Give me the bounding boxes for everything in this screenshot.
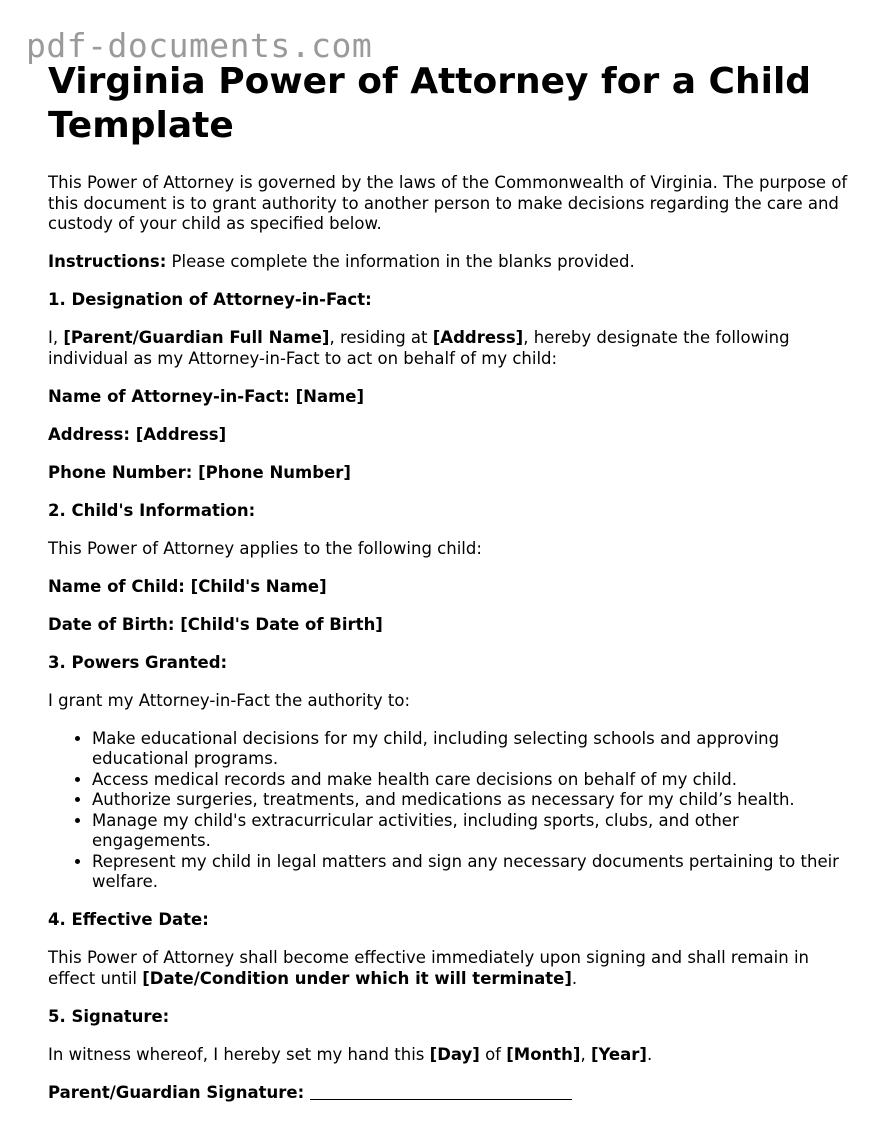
attorney-address-field: Address: [Address] — [48, 424, 227, 444]
attorney-phone-line — [48, 463, 848, 484]
power-item: • Manage my child's extracurricular activities, including sports, clubs, and other engagements. — [92, 811, 848, 852]
attorney-address-line — [48, 425, 848, 446]
signature-line — [48, 1083, 848, 1104]
child-dob-field: Date of Birth: [Child's Date of Birth] — [48, 614, 383, 634]
power-item: • Represent my child in legal matters and sign any necessary documents pertaining to their welfare. — [92, 852, 848, 893]
day-placeholder: [Day] — [429, 1044, 480, 1064]
watermark: pdf-documents.com — [26, 26, 373, 65]
effective-text-end: . — [571, 968, 578, 988]
power-item: • Access medical records and make health care decisions on behalf of my child. — [92, 770, 848, 791]
section-3-heading — [48, 653, 848, 674]
section-5-heading — [48, 1007, 848, 1028]
address-placeholder: [Address] — [432, 328, 524, 347]
witness-text-start: In witness whereof, I hereby set my hand this — [48, 1044, 430, 1064]
section-1-heading — [48, 290, 848, 311]
power-item: • Make educational decisions for my child, including selecting schools and approving educational programs. — [92, 729, 848, 770]
intro-paragraph: This Power of Attorney is governed by the laws of the Commonwealth of Virginia. The purpose of this document is to grant authority to another person to make decisions regarding the care and custody of your child as specified below. — [48, 173, 848, 233]
attorney-name-line — [48, 387, 848, 408]
section-2-heading — [48, 501, 848, 522]
designation-text-start: I, — [48, 328, 64, 347]
signature-blank[interactable] — [310, 1083, 572, 1100]
effective-text-start: This Power of Attorney shall become effective immediately upon signing and shall remain in effect until — [48, 948, 809, 988]
child-dob-line — [48, 615, 848, 636]
document-title: Virginia Power of Attorney for a Child Template — [48, 61, 812, 146]
attorney-phone-field: Phone Number: [Phone Number] — [48, 462, 351, 482]
section-5-heading-text: 5. Signature: — [48, 1006, 170, 1026]
witness-paragraph — [48, 1045, 848, 1066]
signature-label: Parent/Guardian Signature: — [48, 1082, 310, 1102]
powers-list — [48, 729, 848, 893]
section-4-heading-text: 4. Effective Date: — [48, 910, 209, 929]
month-placeholder: [Month] — [506, 1044, 581, 1064]
instructions-label: Instructions: — [48, 252, 167, 271]
section-3-heading-text: 3. Powers Granted: — [48, 652, 228, 672]
child-name-line — [48, 577, 848, 598]
section-1-heading-text: 1. Designation of Attorney-in-Fact: — [48, 290, 372, 309]
document-body — [48, 60, 848, 1103]
child-info-paragraph: This Power of Attorney applies to the following child: — [48, 538, 482, 558]
witness-text-of: of — [479, 1044, 507, 1064]
attorney-name-field: Name of Attorney-in-Fact: [Name] — [48, 386, 364, 406]
witness-text-end: . — [646, 1044, 653, 1064]
child-name-field: Name of Child: [Child's Name] — [48, 576, 327, 596]
powers-intro: I grant my Attorney-in-Fact the authority to: — [48, 690, 411, 710]
section-4-heading — [48, 910, 848, 931]
parent-name-placeholder: [Parent/Guardian Full Name] — [63, 328, 330, 347]
designation-text-end: , hereby designate the following individual as my Attorney-in-Fact to act on behalf of my child: — [48, 328, 790, 368]
witness-text-comma: , — [580, 1044, 591, 1064]
designation-text-mid: , residing at — [329, 328, 433, 347]
termination-condition-placeholder: [Date/Condition under which it will terminate] — [142, 968, 572, 988]
instructions-paragraph — [48, 252, 848, 273]
power-item: • Authorize surgeries, treatments, and medications as necessary for my child’s health. — [92, 790, 848, 811]
designation-paragraph — [48, 328, 848, 369]
year-placeholder: [Year] — [590, 1044, 647, 1064]
effective-date-paragraph — [48, 948, 848, 989]
instructions-text: Please complete the information in the blanks provided. — [166, 252, 635, 271]
section-2-heading-text: 2. Child's Information: — [48, 500, 256, 520]
